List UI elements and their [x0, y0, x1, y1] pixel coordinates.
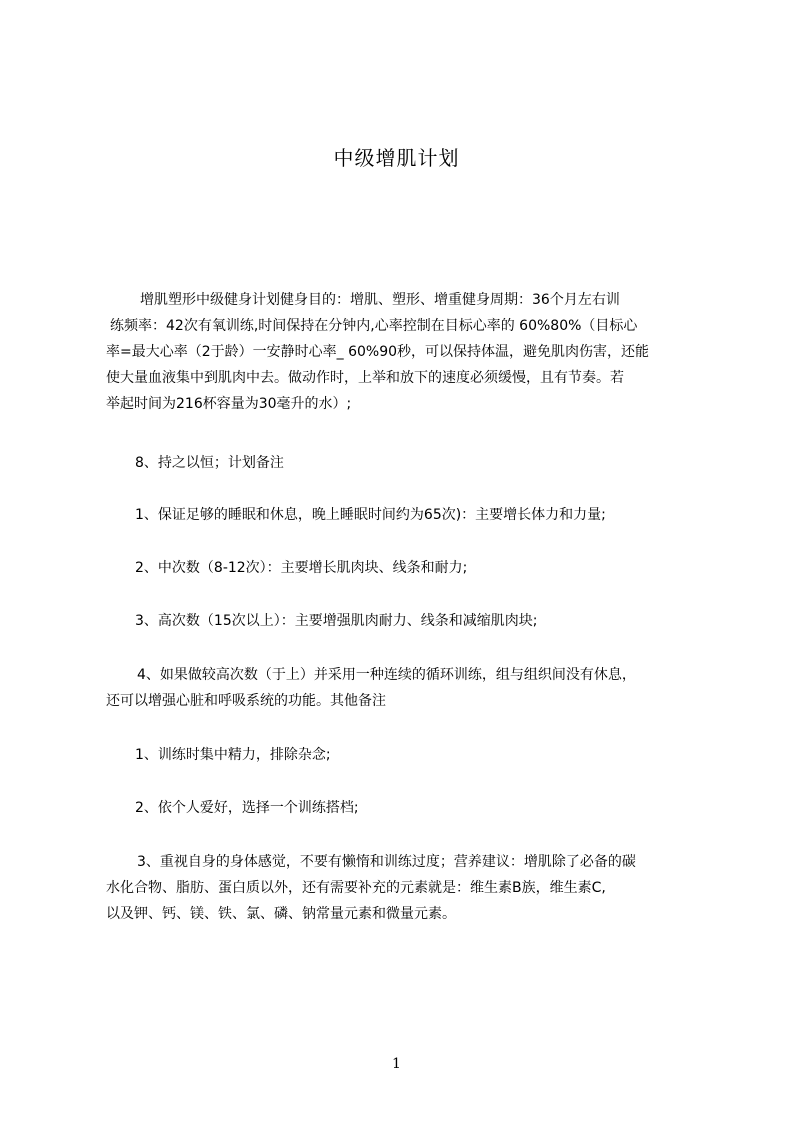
other-note-3-line-2: 水化合物、脂肪、蛋白质以外，还有需要补充的元素就是：维生素B族，维生素C, — [106, 880, 606, 896]
note-3: 3、高次数（15次以上）：主要增强肌肉耐力、线条和减缩肌肉块; — [135, 613, 538, 629]
note-4-line-1: 4、如果做较高次数（于上）并采用一种连续的循环训练，组与组织间没有休息， — [137, 667, 636, 683]
document-title: 中级增肌计划 — [333, 146, 460, 170]
intro-line-2: 练频率：42次有氧训练,时间保持在分钟内,心率控制在目标心率的 60%80%（目标心 — [110, 318, 638, 334]
page-number: 1 — [392, 1056, 401, 1072]
intro-line-5: 举起时间为216杯容量为30毫升的水）; — [106, 396, 352, 412]
intro-line-3: 率=最大心率（2于龄）一安静时心率_ 60%90秒，可以保持体温，避免肌肉伤害，还能 — [106, 344, 650, 360]
other-note-2: 2、依个人爱好，选择一个训练搭档; — [135, 800, 359, 816]
other-note-3-line-1: 3、重视自身的身体感觉，不要有懒惰和训练过度；营养建议：增肌除了必备的碳 — [137, 854, 636, 870]
intro-line-1: 增肌塑形中级健身计划健身目的：增肌、塑形、增重健身周期：36个月左右训 — [140, 292, 620, 308]
other-note-1: 1、训练时集中精力，排除杂念; — [135, 747, 331, 763]
note-2: 2、中次数（8-12次）：主要增长肌肉块、线条和耐力; — [135, 560, 468, 576]
note-4-line-2: 还可以增强心脏和呼吸系统的功能。其他备注 — [106, 693, 386, 709]
other-note-3-line-3: 以及钾、钙、镁、铁、氯、磷、钠常量元素和微量元素。 — [106, 906, 456, 922]
persist-heading: 8、持之以恒；计划备注 — [135, 455, 284, 471]
note-1: 1、保证足够的睡眠和休息，晚上睡眠时间约为65次)：主要增长体力和力量; — [135, 507, 606, 523]
intro-line-4: 使大量血液集中到肌肉中去。做动作时，上举和放下的速度必须缓慢，且有节奏。若 — [106, 370, 624, 386]
